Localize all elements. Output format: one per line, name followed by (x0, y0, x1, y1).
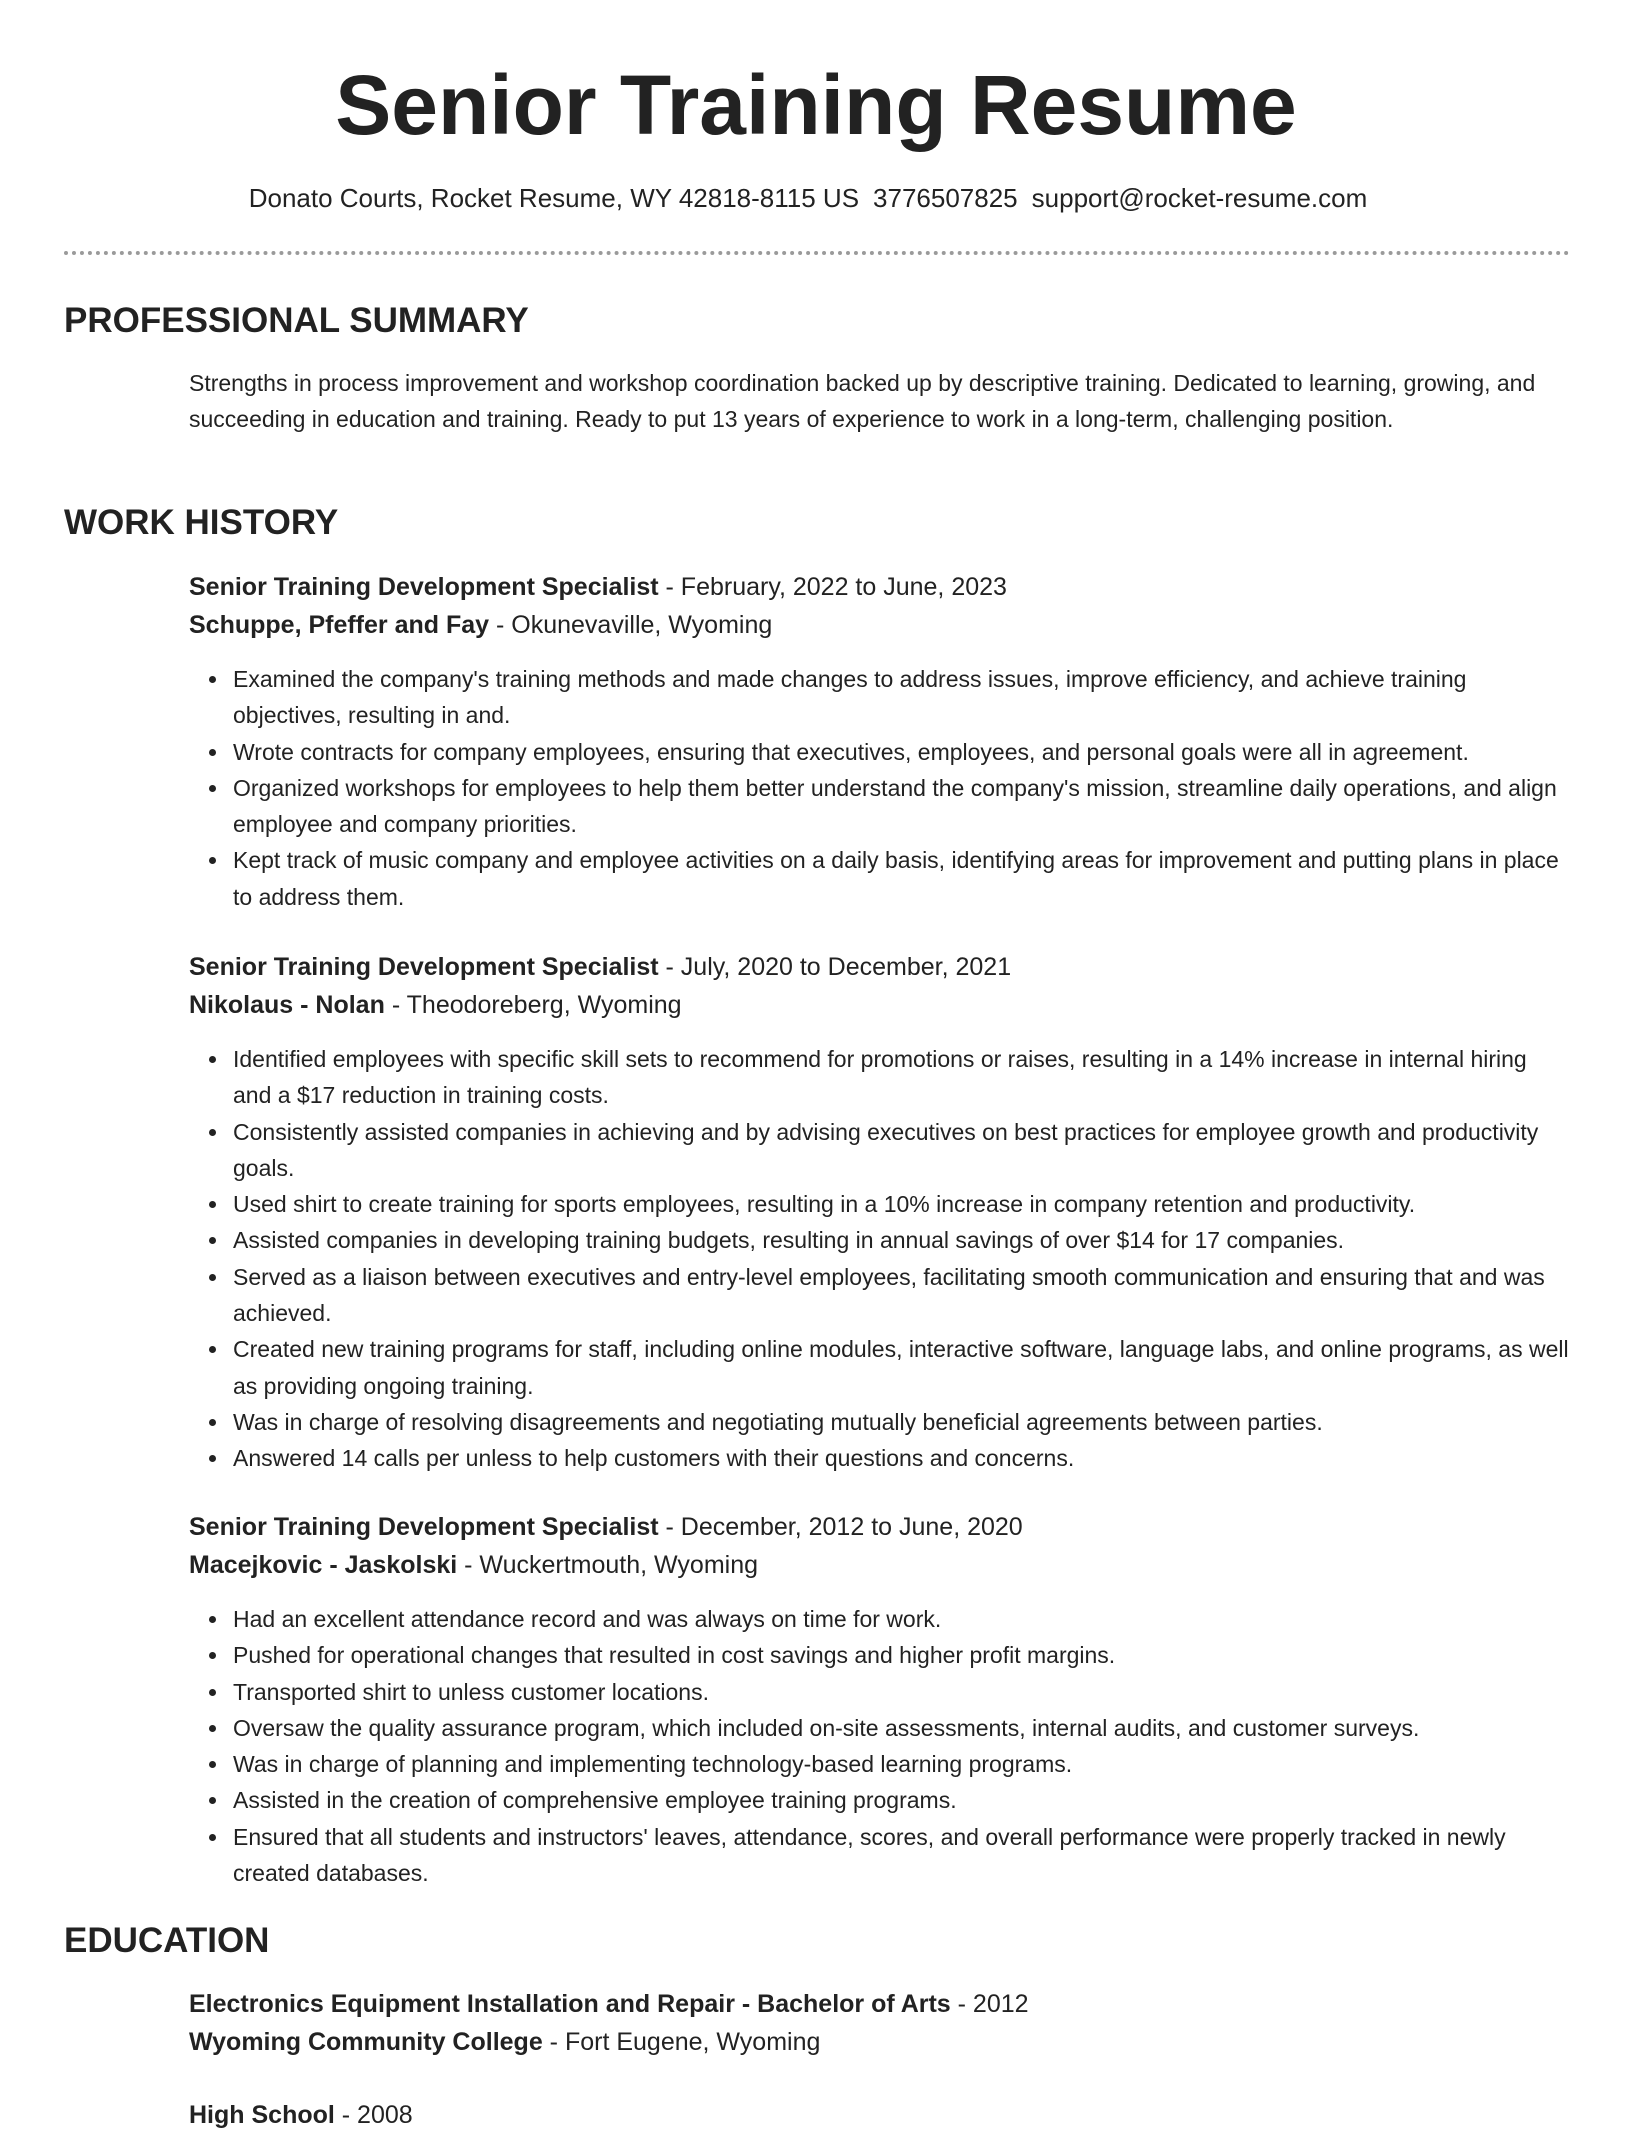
education-2-year: - 2008 (334, 2101, 413, 2129)
list-item: Used shirt to create training for sports employees, resulting in a 10% increase in company retention and productivity. (233, 1186, 1569, 1222)
list-item: Was in charge of resolving disagreements and negotiating mutually beneficial agreements between parties. (233, 1404, 1569, 1440)
list-item: Answered 14 calls per unless to help customers with their questions and concerns. (233, 1440, 1569, 1476)
contact-line (0, 178, 1616, 218)
job-1-bullets (233, 661, 1569, 915)
education-1-location: - Fort Eugene, Wyoming (542, 2028, 821, 2056)
education-2-degree: High School (189, 2101, 335, 2129)
job-3-bullets (233, 1601, 1569, 1891)
summary-heading: PROFESSIONAL SUMMARY (64, 301, 529, 340)
job-3-title: Senior Training Development Specialist (189, 1513, 659, 1541)
list-item: Consistently assisted companies in achieving and by advising executives on best practices for employee growth and productivity goals. (233, 1114, 1569, 1187)
job-2-title: Senior Training Development Specialist (189, 953, 659, 981)
list-item: Examined the company's training methods and made changes to address issues, improve efficiency, and achieve training objectives, resulting in and. (233, 661, 1569, 734)
list-item: Oversaw the quality assurance program, which included on-site assessments, internal audits, and customer surveys. (233, 1710, 1569, 1746)
list-item: Was in charge of planning and implementing technology-based learning programs. (233, 1746, 1569, 1782)
education-1-year: - 2012 (950, 1990, 1029, 2018)
education-heading: EDUCATION (64, 1921, 270, 1960)
job-2-title-line (189, 948, 1569, 986)
list-item: Kept track of music company and employee activities on a daily basis, identifying areas for improvement and putting plans in place to address them. (233, 842, 1569, 915)
list-item: Created new training programs for staff, including online modules, interactive software, language labs, and online programs, as well as providing ongoing training. (233, 1331, 1569, 1404)
job-3-company: Macejkovic - Jaskolski (189, 1551, 458, 1579)
contact-address: Donato Courts, Rocket Resume, WY 42818-8115 US (248, 183, 860, 213)
education-1-school: Wyoming Community College (189, 2028, 543, 2056)
education-1-degree-line (189, 1985, 1569, 2023)
list-item: Organized workshops for employees to help them better understand the company's mission, streamline daily operations, and align employee and company priorities. (233, 770, 1569, 843)
education-1-school-line (189, 2023, 1569, 2061)
education-1-degree: Electronics Equipment Installation and Repair - Bachelor of Arts (189, 1990, 951, 2018)
education-2-degree-line (189, 2096, 1569, 2134)
summary-text: Strengths in process improvement and workshop coordination backed up by descriptive training. Dedicated to learning, growing, and succeeding in education and training. Ready to put 13 years of experience to work in a long-term, challenging position. (189, 370, 1536, 433)
job-1-location: - Okunevaville, Wyoming (489, 611, 773, 639)
job-1-dates: - February, 2022 to June, 2023 (658, 573, 1007, 601)
job-2-company-line (189, 986, 1569, 1024)
contact-email: support@rocket-resume.com (1031, 183, 1368, 213)
job-2-dates: - July, 2020 to December, 2021 (658, 953, 1012, 981)
list-item: Assisted companies in developing training budgets, resulting in annual savings of over $14 for 17 companies. (233, 1222, 1569, 1258)
job-1-company: Schuppe, Pfeffer and Fay (189, 611, 490, 639)
job-3-location: - Wuckertmouth, Wyoming (457, 1551, 758, 1579)
job-2-company: Nikolaus - Nolan (189, 991, 385, 1019)
job-2-location: - Theodoreberg, Wyoming (384, 991, 682, 1019)
resume-title: Senior Training Resume (335, 58, 1297, 152)
job-3-company-line (189, 1546, 1569, 1584)
job-1-company-line (189, 606, 1569, 644)
list-item: Had an excellent attendance record and was always on time for work. (233, 1601, 1569, 1637)
list-item: Served as a liaison between executives and entry-level employees, facilitating smooth communication and ensuring that and was achieved. (233, 1259, 1569, 1332)
contact-phone: 3776507825 (873, 183, 1018, 213)
header-divider (64, 251, 1570, 255)
job-3-dates: - December, 2012 to June, 2020 (658, 1513, 1023, 1541)
job-3-title-line (189, 1508, 1569, 1546)
list-item: Assisted in the creation of comprehensive employee training programs. (233, 1782, 1569, 1818)
job-2-bullets (233, 1041, 1569, 1477)
list-item: Ensured that all students and instructors' leaves, attendance, scores, and overall performance were properly tracked in newly created databases. (233, 1819, 1569, 1892)
job-1-title-line (189, 568, 1569, 606)
job-1-title: Senior Training Development Specialist (189, 573, 659, 601)
work-history-heading: WORK HISTORY (64, 503, 339, 542)
list-item: Wrote contracts for company employees, ensuring that executives, employees, and personal goals were all in agreement. (233, 734, 1569, 770)
list-item: Identified employees with specific skill sets to recommend for promotions or raises, resulting in a 14% increase in internal hiring and a $17 reduction in training costs. (233, 1041, 1569, 1114)
list-item: Pushed for operational changes that resulted in cost savings and higher profit margins. (233, 1637, 1569, 1673)
list-item: Transported shirt to unless customer locations. (233, 1674, 1569, 1710)
